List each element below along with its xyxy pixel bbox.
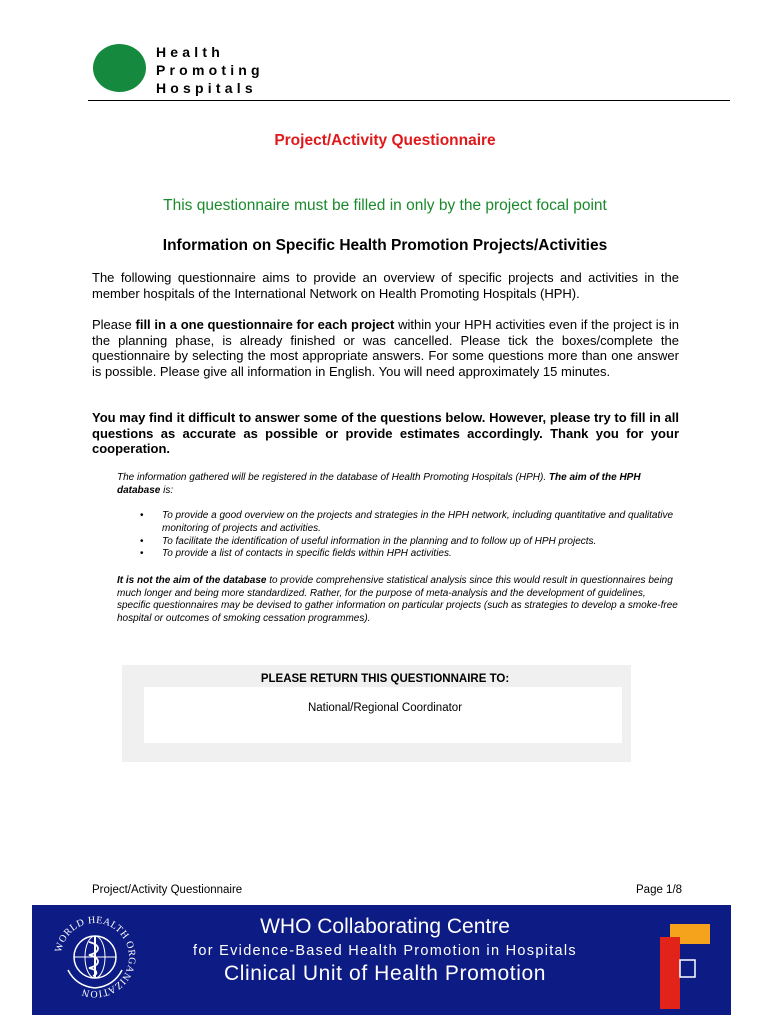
database-aims-list (117, 510, 677, 561)
database-intro (117, 472, 678, 497)
who-centre-title: WHO Collaborating Centre (260, 915, 510, 938)
instructions-paragraph (92, 317, 679, 379)
centre-logo-icon (656, 922, 714, 1010)
aim-text: To provide a list of contacts in specific fields within HPH activities. (162, 548, 452, 560)
database-intro-text: The information gathered will be registered in the database of Health Promoting Hospitals (HPH). (117, 472, 549, 483)
header-divider (88, 100, 730, 101)
document-title: Project/Activity Questionnaire (274, 132, 496, 149)
not-aim-paragraph (117, 575, 678, 625)
footer-doc-name: Project/Activity Questionnaire (92, 884, 243, 896)
return-address-field (144, 687, 622, 743)
brand-line-1: Health (156, 44, 224, 60)
list-item (117, 536, 677, 549)
hph-logo-circle (93, 44, 146, 92)
instructions-text-before: Please (92, 317, 136, 332)
list-item (117, 510, 677, 536)
not-aim-text: to provide comprehensive statistical analysis since this would result in questionnaires being much longer and being more standardized. Rather, for the purpose of meta-analysis and the development of guidelines, specific questionnaires may be devised to gather information on particular projects (such as strategies to develop a smoke-free hospital or outcomes of smoking cessation programmes). (117, 575, 678, 624)
aim-text: To facilitate the identification of useful information in the planning and to follow up of HPH projects. (162, 535, 597, 547)
return-recipient: National/Regional Coordinator (307, 702, 463, 714)
bullet-icon: • (140, 535, 144, 547)
page-number: Page 1/8 (636, 884, 683, 896)
not-aim-label: It is not the aim of the database (117, 575, 267, 586)
bullet-icon: • (140, 548, 144, 560)
section-heading: Information on Specific Health Promotion Projects/Activities (162, 237, 608, 254)
aim-text: To provide a good overview on the projects and strategies in the HPH network, including quantitative and qualitative monitoring of projects and activities. (162, 510, 674, 534)
difficulty-note: You may find it difficult to answer some of the questions below. However, please try to fill in all questions as accurate as possible or provide estimates accordingly. Thank you for your cooperation. (92, 410, 679, 456)
list-item (117, 548, 677, 561)
who-centre-subtitle: for Evidence-Based Health Promotion in Hospitals (193, 943, 577, 959)
return-heading: PLEASE RETURN THIS QUESTIONNAIRE TO: (260, 673, 510, 685)
who-emblem-text: WORLD HEALTH ORGANIZATION (53, 914, 138, 1000)
brand-line-3: Hospitals (156, 80, 257, 96)
instructions-text-after: within your HPH activities even if the project is in the planning phase, is already finished or was cancelled. Please tick the boxes/complete the questionnaire by selecting the most appropriate answers. For some questions more than one answer is possible. Please give all information in English. You will need approximately 15 minutes. (92, 317, 679, 379)
database-intro-end: is: (160, 484, 174, 496)
instructions-emphasis: fill in a one questionnaire for each project (135, 317, 395, 332)
who-unit-name: Clinical Unit of Health Promotion (223, 962, 547, 985)
focal-point-note: This questionnaire must be filled in only by the project focal point (163, 197, 607, 214)
bullet-icon: • (140, 510, 144, 521)
intro-paragraph: The following questionnaire aims to provide an overview of specific projects and activities in the member hospitals of the International Network on Health Promoting Hospitals (HPH). (92, 270, 679, 301)
database-aim-label: The aim of the HPH database (117, 472, 641, 496)
brand-line-2: Promoting (156, 62, 264, 78)
